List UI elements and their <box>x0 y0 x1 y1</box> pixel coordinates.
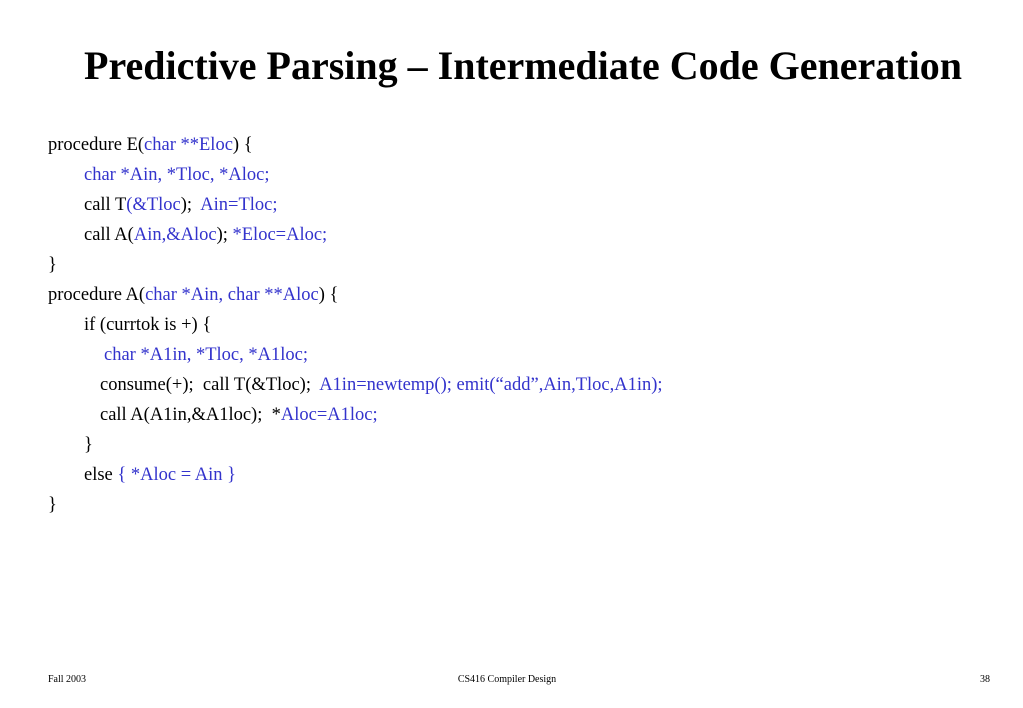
code-line-13 <box>48 490 998 520</box>
code-line-1 <box>48 130 998 160</box>
code-highlight: Ain=Tloc; <box>200 195 278 215</box>
code-line-7 <box>48 310 998 340</box>
footer-course: CS416 Compiler Design <box>457 674 557 685</box>
code-block <box>48 130 998 520</box>
code-highlight: char **Eloc <box>144 135 233 155</box>
code-text: procedure A( <box>48 285 146 305</box>
footer-page-number: 38 <box>980 674 990 685</box>
code-highlight: char *A1in, *Tloc, *A1loc; <box>104 345 308 365</box>
code-line-10 <box>48 400 998 430</box>
code-text: procedure E( <box>48 135 145 155</box>
code-text: ); <box>216 225 233 245</box>
code-text: if (currtok is +) { <box>84 315 212 335</box>
code-text: ); <box>180 195 201 215</box>
code-line-4 <box>48 220 998 250</box>
code-line-5 <box>48 250 998 280</box>
code-highlight: char *Ain, char **Aloc <box>145 285 319 305</box>
code-text: } <box>48 495 57 515</box>
code-highlight: (&Tloc <box>126 195 181 215</box>
code-highlight: Aloc=A1loc; <box>280 405 378 425</box>
code-highlight: { *Aloc = Ain } <box>117 465 237 485</box>
code-text: call T <box>84 195 127 215</box>
code-line-9 <box>48 370 998 400</box>
code-highlight: Ain,&Aloc <box>133 225 217 245</box>
code-text: ) { <box>318 285 339 305</box>
code-highlight: char *Ain, *Tloc, *Aloc; <box>84 165 270 185</box>
code-text: call A( <box>84 225 134 245</box>
code-text: ) { <box>232 135 253 155</box>
code-highlight: A1in=newtemp(); emit(“add”,Ain,Tloc,A1in); <box>319 375 663 395</box>
code-text: } <box>48 255 57 275</box>
code-line-6 <box>48 280 998 310</box>
code-line-2 <box>48 160 998 190</box>
code-highlight: *Eloc=Aloc; <box>232 225 328 245</box>
code-line-8 <box>48 340 998 370</box>
code-text: else <box>84 465 118 485</box>
code-line-12 <box>48 460 998 490</box>
code-text: } <box>84 435 93 455</box>
code-text: consume(+); call T(&Tloc); <box>100 375 320 395</box>
slide-title: Predictive Parsing – Intermediate Code Generation <box>84 43 962 88</box>
footer-date: Fall 2003 <box>48 674 87 685</box>
code-line-11 <box>48 430 998 460</box>
code-text: call A(A1in,&A1loc); * <box>100 405 281 425</box>
code-line-3 <box>48 190 998 220</box>
